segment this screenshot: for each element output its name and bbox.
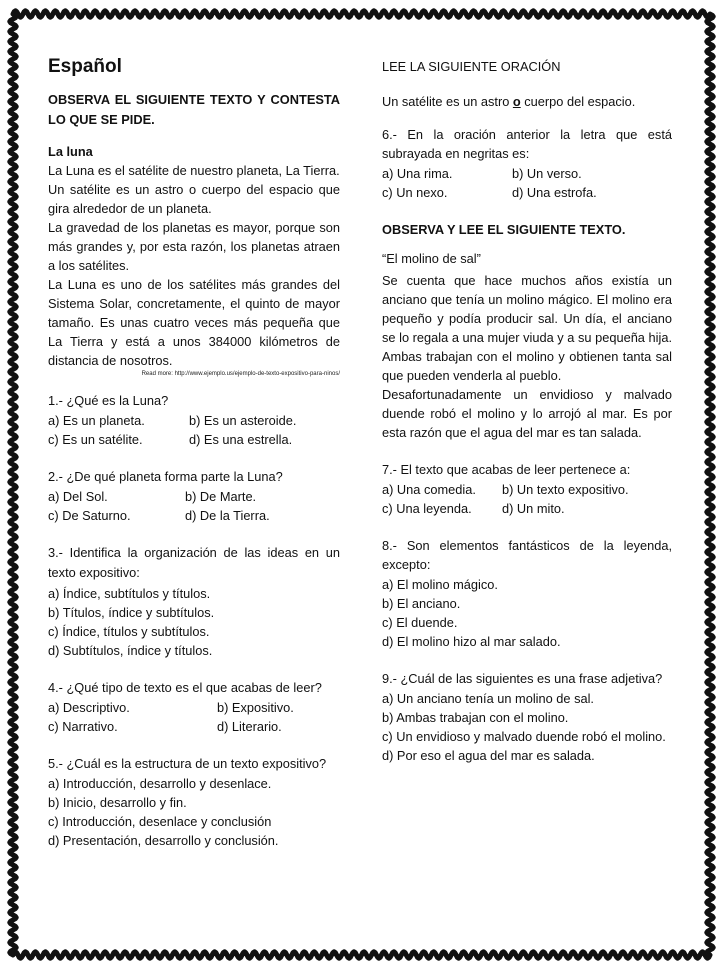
text-paragraph: Un satélite es un astro o cuerpo del espacio que gira alrededor de un planeta. <box>48 182 340 216</box>
question-9 <box>382 669 672 765</box>
option: c) Índice, títulos y subtítulos. <box>48 624 210 639</box>
story-paragraph: Desafortunadamente un envidioso y malvado duende robó el molino y lo arrojó al mar. Es por esta razón que el agua del mar es tan salada. <box>382 387 672 440</box>
option: a) El molino mágico. <box>382 577 498 592</box>
option: c) Un envidioso y malvado duende robó el molino. <box>382 729 666 744</box>
text-paragraph: La Luna es el satélite de nuestro planeta, La Tierra. <box>48 163 340 178</box>
option: d) Es una estrella. <box>189 432 293 447</box>
example-sentence <box>382 92 672 111</box>
text-paragraph: La gravedad de los planetas es mayor, porque son más grandes y, por esta razón, los planetas atraen a los satélites. <box>48 220 340 273</box>
read-heading: LEE LA SIGUIENTE ORACIÓN <box>382 59 561 74</box>
option: d) El molino hizo al mar salado. <box>382 634 561 649</box>
question-stem: 5.- ¿Cuál es la estructura de un texto expositivo? <box>48 756 327 771</box>
option: c) Narrativo. <box>48 719 118 734</box>
option: b) Un texto expositivo. <box>502 482 629 497</box>
highlighted-letter: o <box>512 94 521 109</box>
sentence-start: Un satélite es un astro <box>382 94 513 109</box>
option: a) Descriptivo. <box>48 700 130 715</box>
story-title: “El molino de sal” <box>382 251 481 266</box>
question-stem: 4.- ¿Qué tipo de texto es el que acabas de leer? <box>48 680 322 695</box>
option: c) Es un satélite. <box>48 432 143 447</box>
option: b) Es un asteroide. <box>189 413 297 428</box>
option: d) Presentación, desarrollo y conclusión. <box>48 833 279 848</box>
option: a) Un anciano tenía un molino de sal. <box>382 691 594 706</box>
sentence-end: cuerpo del espacio. <box>520 94 636 109</box>
option: c) De Saturno. <box>48 508 131 523</box>
option: b) Expositivo. <box>217 700 294 715</box>
option: b) De Marte. <box>185 489 257 504</box>
text-title: La luna <box>48 144 93 159</box>
right-column <box>382 54 672 783</box>
option: d) Literario. <box>217 719 282 734</box>
option: d) Una estrofa. <box>512 185 597 200</box>
option: c) Un nexo. <box>382 185 448 200</box>
option: a) Índice, subtítulos y títulos. <box>48 586 211 601</box>
source-link[interactable]: Read more: http://www.ejemplo.us/ejemplo-de-texto-expositivo-para-ninos/ <box>141 371 340 377</box>
option: b) Títulos, índice y subtítulos. <box>48 605 215 620</box>
text-paragraph: La Luna es uno de los satélites más grandes del Sistema Solar, concretamente, el quinto de mayor tamaño. Es unas cuatro veces más pequeña que La Tierra y está a unos 384000 kilómetros de distancia de nosotros. <box>48 277 340 368</box>
option: c) Una leyenda. <box>382 501 472 516</box>
option: b) Ambas trabajan con el molino. <box>382 710 569 725</box>
option: c) El duende. <box>382 615 458 630</box>
question-stem: 2.- ¿De qué planeta forma parte la Luna? <box>48 469 283 484</box>
option: d) Subtítulos, índice y títulos. <box>48 643 213 658</box>
question-stem: 3.- Identifica la organización de las ideas en un texto expositivo: <box>48 545 340 580</box>
question-3 <box>48 543 340 660</box>
instruction-heading-2: OBSERVA Y LEE EL SIGUIENTE TEXTO. <box>382 222 626 237</box>
question-stem: 9.- ¿Cuál de las siguientes es una frase adjetiva? <box>382 671 663 686</box>
question-7 <box>382 460 672 518</box>
story-paragraph: Se cuenta que hace muchos años existía un anciano que tenía un molino mágico. El molino era pequeño y podía producir sal. Un día, el anciano se lo regala a una mujer viuda y a su pequeña hija. Ambas trabajan con el molino y obtienen tanta sal que pueden venderla al pueblo. <box>382 273 672 383</box>
option: b) Inicio, desarrollo y fin. <box>48 795 187 810</box>
option: a) Es un planeta. <box>48 413 145 428</box>
page-title: Español <box>48 56 122 77</box>
instruction-heading: OBSERVA EL SIGUIENTE TEXTO Y CONTESTA LO QUE SE PIDE. <box>48 92 340 127</box>
question-8 <box>382 536 672 651</box>
option: b) Un verso. <box>512 166 582 181</box>
left-column <box>48 54 340 868</box>
option: a) Una comedia. <box>382 482 476 497</box>
question-stem: 6.- En la oración anterior la letra que está subrayada en negritas es: <box>382 127 672 161</box>
option: d) De la Tierra. <box>185 508 270 523</box>
option: a) Del Sol. <box>48 489 108 504</box>
question-6 <box>382 125 672 202</box>
question-stem: 7.- El texto que acabas de leer pertenece a: <box>382 462 631 477</box>
option: d) Por eso el agua del mar es salada. <box>382 748 595 763</box>
question-1 <box>48 391 340 449</box>
option: a) Introducción, desarrollo y desenlace. <box>48 776 272 791</box>
option: c) Introducción, desenlace y conclusión <box>48 814 272 829</box>
question-4 <box>48 678 340 736</box>
question-stem: 8.- Son elementos fantásticos de la leyenda, excepto: <box>382 538 672 572</box>
question-5 <box>48 754 340 850</box>
option: b) El anciano. <box>382 596 461 611</box>
question-2 <box>48 467 340 525</box>
question-stem: 1.- ¿Qué es la Luna? <box>48 393 169 408</box>
option: d) Un mito. <box>502 501 565 516</box>
option: a) Una rima. <box>382 166 453 181</box>
